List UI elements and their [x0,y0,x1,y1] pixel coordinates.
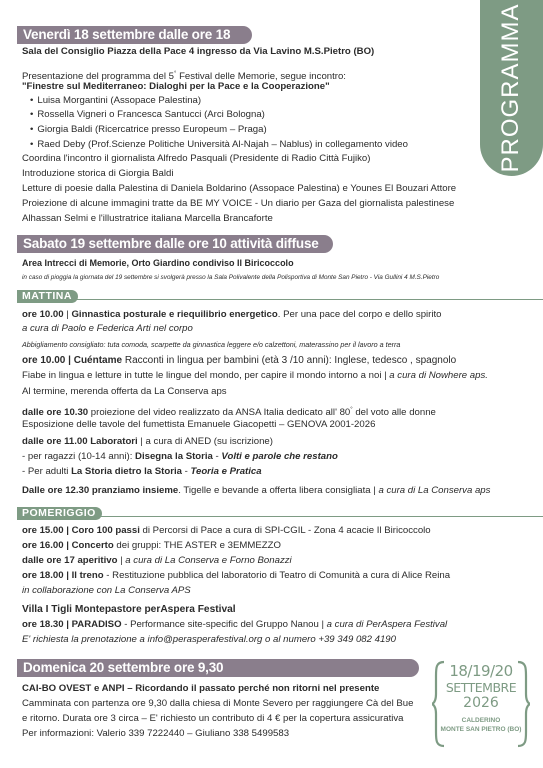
sunday-heading: CAI-BO OVEST e ANPI – Ricordando il passato perché non ritorni nel presente [22,683,380,694]
friday-talk-title: "Finestre sul Mediterraneo: Dialoghi per la Pace e la Cooperazione" [22,81,330,92]
lab-kids-line: - per ragazzi (10-14 anni): Disegna la Storia - Volti e parole che restano [22,451,338,462]
friday-line: Alhassan Selmi e l'illustratrice italiana Marcella Brancaforte [22,213,273,224]
friday-speaker: • Raed Deby (Prof.Scienze Politiche Università Al-Najah – Nablus) in collegamento video [30,139,408,151]
friday-line: Coordina l'incontro il giornalista Alfredo Pasquali (Presidente di Radio Città Fujiko) [22,153,371,164]
video-line: dalle ore 10.30 proiezione del video realizzato da ANSA Italia dedicato all' 80° del voto alle donne [22,407,436,419]
sidebar-label: PROGRAMMA [497,3,524,173]
friday-venue: Sala del Consiglio Piazza della Pace 4 ingresso da Via Lavino M.S.Pietro (BO) [22,46,375,57]
friday-line: Introduzione storica di Giorgia Baldi [22,168,174,179]
booking-line: E' richiesta la prenotazione a info@perasperafestival.org o al numero +39 349 082 4190 [22,634,396,645]
afternoon-tag: POMERIGGIO [17,507,102,520]
friday-banner: Venerdì 18 settembre dalle ore 18 [17,26,252,44]
friday-speaker: • Rossella Vigneri o Francesca Santucci (Arci Bologna) [30,109,265,121]
friday-speaker: • Luisa Morgantini (Assopace Palestina) [30,95,201,107]
cuentame-line: ore 10.00 | Cuéntame Racconti in lingua per bambini (età 3 /10 anni): Inglese, tedesco , spagnolo [22,355,457,366]
gym-advice: Abbigliamento consigliato: tuta comoda, scarpette da ginnastica leggere e/o calzettoni, materassino per il lavoro a terra [22,340,401,349]
badge-dates: 18/19/20 [449,662,513,680]
coro-line: ore 15.00 | Coro 100 passi di Percorsi di Pace a cura di SPI-CGIL - Zona 4 acacie Il Biricoccolo [22,525,431,536]
sunday-banner: Domenica 20 settembre ore 9,30 [17,659,419,677]
lunch-line: Dalle ore 12.30 pranziamo insieme. Tigelle e bevande a offerta libera consigliata | a cura di La Conserva aps [22,485,491,496]
cuentame-line3: Al termine, merenda offerta da La Conserva aps [22,386,227,397]
morning-divider [17,299,543,300]
saturday-banner: Sabato 19 settembre dalle ore 10 attività diffuse [17,235,333,253]
sunday-line: Camminata con partenza ore 9,30 dalla chiesa di Monte Severo per raggiungere Cà del Bue [22,698,414,709]
paradiso-line: ore 18.30 | PARADISO - Performance site-specific del Gruppo Nanou | a cura di PerAspera Festival [22,619,448,630]
badge-place2: MONTE SAN PIETRO (BO) [440,726,522,733]
badge-year: 2026 [463,695,499,711]
saturday-venue: Area Intrecci di Memorie, Orto Giardino condiviso Il Biricoccolo [22,258,294,268]
sunday-line: Per informazioni: Valerio 339 7222440 – Giuliano 338 5499583 [22,728,290,739]
badge-place1: CALDERINO [461,717,501,724]
rain-note: in caso di pioggia la giornata del 19 settembre si svolgerà presso la Sala Polivalente della Polisportiva di Monte San Pietro - Via Gullini 4 M.S.Pietro [22,274,440,281]
friday-line: Proiezione di alcune immagini tratte da BE MY VOICE - Un diario per Gaza del giornalista palestinese [22,198,455,209]
treno-line: ore 18.00 | Il treno - Restituzione pubblica del laboratorio di Teatro di Comunità a cura di Alice Reina [22,570,451,581]
treno-by: in collaborazione con La Conserva APS [22,585,191,596]
badge-month: SETTEMBRE [445,680,517,695]
lab-line: dalle ore 11.00 Laboratori | a cura di ANED (su iscrizione) [22,436,273,447]
sunday-line: e ritorno. Durata ore 3 circa – E' richiesto un contributo di 4 € per la copertura assicurativa [22,713,404,724]
tigli-title: Villa I Tigli Montepastore perAspera Festival [22,604,236,615]
gym-line: ore 10.00 | Ginnastica posturale e riequilibrio energetico. Per una pace del corpo e dello spirito [22,309,442,320]
concert-line: ore 16.00 | Concerto dei gruppi: THE ASTER e 3EMMEZZO [22,540,281,551]
expo-line: Esposizione delle tavole del fumettista Emanuele Giacopetti – GENOVA 2001-2026 [22,419,376,430]
friday-speaker: • Giorgia Baldi (Ricercatrice presso Europeum – Praga) [30,124,267,136]
cuentame-line2: Fiabe in lingua e letture in tutte le lingue del mondo, per capire il mondo intorno a noi | a cura di Nowhere aps. [22,370,488,381]
gym-by: a cura di Paolo e Federica Arti nel corpo [22,323,193,334]
lab-adults-line: - Per adulti La Storia dietro la Storia - Teoria e Pratica [22,466,262,477]
morning-tag: MATTINA [17,290,78,303]
aperitivo-line: dalle ore 17 aperitivo | a cura di La Conserva e Forno Bonazzi [22,555,292,566]
friday-line: Letture di poesie dalla Palestina di Daniela Boldarino (Assopace Palestina) e Younes El Bouzari Attore [22,183,457,194]
friday-intro: Presentazione del programma del 5° Festival delle Memorie, segue incontro: [22,71,346,83]
